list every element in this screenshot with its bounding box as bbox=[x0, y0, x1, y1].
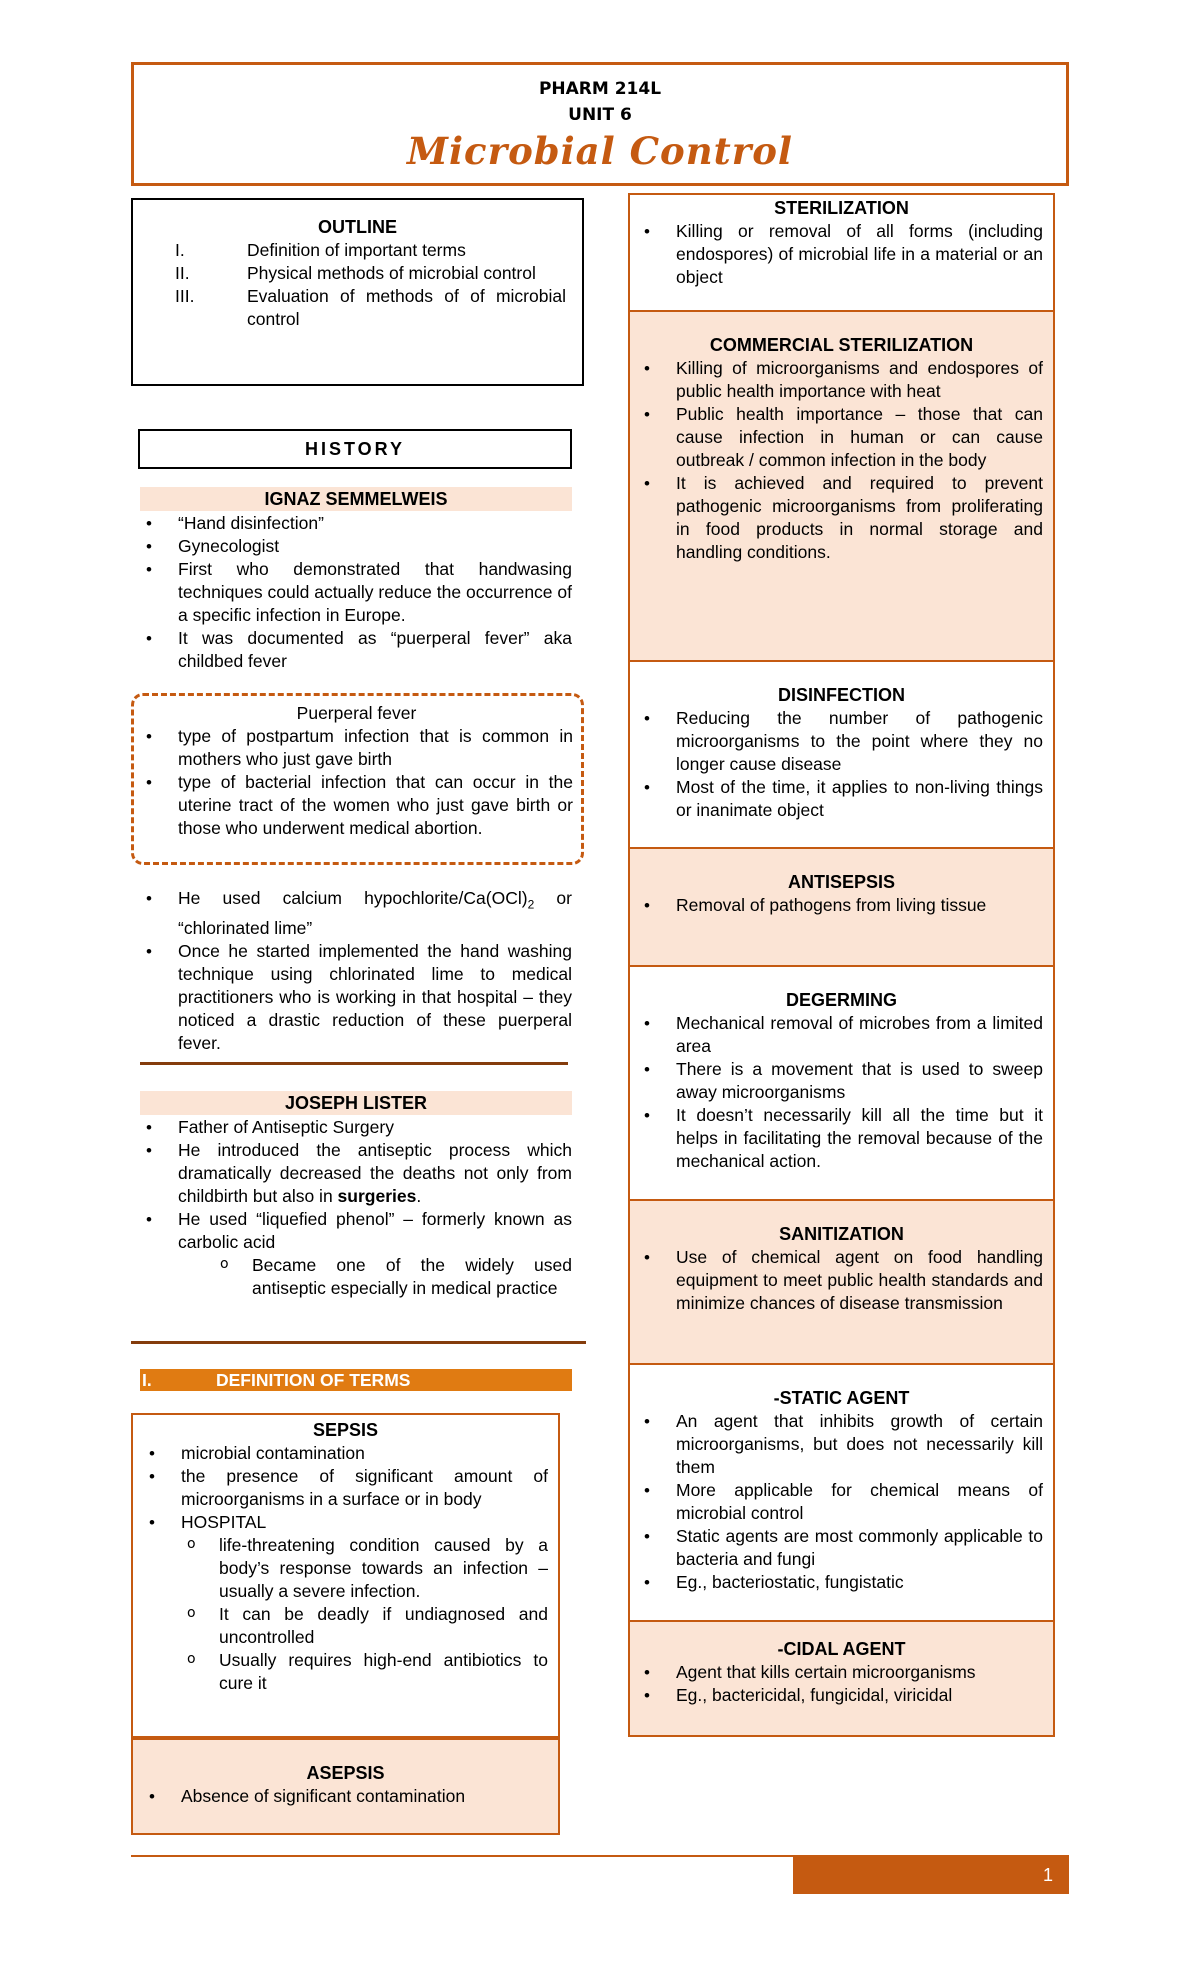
list-item: • Eg., bactericidal, fungicidal, viricidal bbox=[676, 1684, 1043, 1707]
antisepsis-title: ANTISEPSIS bbox=[787, 872, 896, 892]
degerming-box bbox=[628, 967, 1055, 1201]
list-item: • Father of Antiseptic Surgery bbox=[140, 1116, 572, 1139]
cidal-agent-box bbox=[628, 1622, 1055, 1737]
sub-list-item: o It can be deadly if undiagnosed and uncontrolled bbox=[181, 1603, 548, 1649]
list-item: • Gynecologist bbox=[140, 535, 572, 558]
list-item: • the presence of significant amount of microorganisms in a surface or in body bbox=[143, 1465, 548, 1511]
commercial-sterilization-title: COMMERCIAL STERILIZATION bbox=[709, 335, 974, 355]
sub-list-item: o Usually requires high-end antibiotics to cure it bbox=[181, 1649, 548, 1695]
semmelweis-continued bbox=[140, 887, 572, 1055]
list-item: • It was documented as “puerperal fever” aka childbed fever bbox=[140, 627, 572, 673]
list-item: • type of bacterial infection that can occur in the uterine tract of the women who just gave birth or those who underwent medical abortion. bbox=[140, 771, 573, 840]
static-agent-title: -STATIC AGENT bbox=[773, 1388, 910, 1408]
list-item: • An agent that inhibits growth of certain microorganisms, but does not necessarily kill them bbox=[676, 1410, 1043, 1479]
section-divider bbox=[131, 1341, 586, 1344]
asepsis-title: ASEPSIS bbox=[306, 1763, 385, 1783]
list-item: • Most of the time, it applies to non-living things or inanimate object bbox=[676, 776, 1043, 822]
list-item: • Killing or removal of all forms (including endospores) of microbial life in a material or an object bbox=[676, 220, 1043, 289]
page-number: 1 bbox=[793, 1856, 1069, 1894]
list-item: • Removal of pathogens from living tissue bbox=[676, 894, 1043, 917]
list-item: • Agent that kills certain microorganisms bbox=[676, 1661, 1043, 1684]
list-item: • type of postpartum infection that is common in mothers who just gave birth bbox=[140, 725, 573, 771]
sepsis-box bbox=[131, 1413, 560, 1738]
course-code: PHARM 214L bbox=[538, 79, 662, 99]
puerperal-title: Puerperal fever bbox=[296, 703, 417, 723]
list-item: • “Hand disinfection” bbox=[140, 512, 572, 535]
list-item: • Static agents are most commonly applicable to bacteria and fungi bbox=[676, 1525, 1043, 1571]
list-item: • He used calcium hypochlorite/$Ca(OCl)_2$ or “chlorinated lime” bbox=[140, 887, 572, 940]
static-agent-box bbox=[628, 1365, 1055, 1622]
degerming-title: DEGERMING bbox=[785, 990, 897, 1010]
list-item: • Killing of microorganisms and endospores of public health importance with heat bbox=[676, 357, 1043, 403]
list-item: • More applicable for chemical means of microbial control bbox=[676, 1479, 1043, 1525]
sanitization-title: SANITIZATION bbox=[779, 1224, 904, 1244]
lister-section bbox=[140, 1091, 572, 1300]
outline-title: OUTLINE bbox=[318, 217, 397, 237]
sanitization-box bbox=[628, 1201, 1055, 1365]
list-item: • Eg., bacteriostatic, fungistatic bbox=[676, 1571, 1043, 1594]
list-item: • It is achieved and required to prevent pathogenic microorganisms from proliferating in food products in normal storage and handling conditions. bbox=[676, 472, 1043, 564]
sterilization-box bbox=[628, 193, 1055, 312]
commercial-sterilization-box bbox=[628, 312, 1055, 662]
list-item: • Public health importance – those that can cause infection in human or can cause outbreak / common infection in the body bbox=[676, 403, 1043, 472]
title-block bbox=[131, 62, 1069, 186]
sepsis-title: SEPSIS bbox=[312, 1420, 379, 1440]
cidal-agent-title: -CIDAL AGENT bbox=[777, 1639, 906, 1659]
sub-list-item: o life-threatening condition caused by a body’s response towards an infection – usually a severe infection. bbox=[181, 1534, 548, 1603]
sub-list-item: o Became one of the widely used antiseptic especially in medical practice bbox=[214, 1254, 572, 1300]
list-item: • HOSPITAL o life-threatening condition caused by a body’s response towards an infection – usually a severe infection. o It can be deadly if undiagnosed and uncontrolled o Usually requires high-end antibiotics to cure it bbox=[143, 1511, 548, 1695]
sterilization-title: STERILIZATION bbox=[774, 198, 909, 218]
definitions-heading: I. DEFINITION OF TERMS bbox=[140, 1369, 572, 1391]
list-item: • Use of chemical agent on food handling equipment to meet public health standards and minimize chances of disease transmission bbox=[676, 1246, 1043, 1315]
disinfection-box bbox=[628, 662, 1055, 849]
outline-box bbox=[131, 198, 584, 386]
semmelweis-section bbox=[140, 487, 572, 673]
list-item: • Absence of significant contamination bbox=[143, 1785, 548, 1808]
antisepsis-box bbox=[628, 849, 1055, 967]
list-item: • Mechanical removal of microbes from a limited area bbox=[676, 1012, 1043, 1058]
list-item: • First who demonstrated that handwasing techniques could actually reduce the occurrence of a specific infection in Europe. bbox=[140, 558, 572, 627]
asepsis-box bbox=[131, 1738, 560, 1835]
list-item: • He used “liquefied phenol” – formerly known as carbolic acid o Became one of the widely used antiseptic especially in medical practice bbox=[140, 1208, 572, 1300]
section-divider bbox=[140, 1062, 568, 1065]
list-item: • It doesn’t necessarily kill all the time but it helps in facilitating the removal because of the mechanical action. bbox=[676, 1104, 1043, 1173]
outline-item: I. Definition of important terms bbox=[175, 240, 466, 260]
puerperal-fever-callout bbox=[131, 693, 584, 865]
history-heading: HISTORY bbox=[138, 429, 572, 469]
page-title: Microbial Control bbox=[407, 129, 793, 173]
lister-heading: JOSEPH LISTER bbox=[140, 1091, 572, 1115]
unit-label: UNIT 6 bbox=[568, 105, 632, 125]
outline-item: III. Evaluation of methods of of microbial control bbox=[175, 286, 566, 329]
disinfection-title: DISINFECTION bbox=[777, 685, 905, 705]
list-item: • Reducing the number of pathogenic microorganisms to the point where they no longer cause disease bbox=[676, 707, 1043, 776]
outline-item: II. Physical methods of microbial control bbox=[175, 263, 536, 283]
semmelweis-heading: IGNAZ SEMMELWEIS bbox=[140, 487, 572, 511]
list-item: • microbial contamination bbox=[143, 1442, 548, 1465]
list-item: • Once he started implemented the hand washing technique using chlorinated lime to medical practitioners who is working in that hospital – they noticed a drastic reduction of these puerperal fever. bbox=[140, 940, 572, 1055]
list-item: • There is a movement that is used to sweep away microorganisms bbox=[676, 1058, 1043, 1104]
list-item: • He introduced the antiseptic process which dramatically decreased the deaths not only from childbirth but also in surgeries. bbox=[140, 1139, 572, 1208]
